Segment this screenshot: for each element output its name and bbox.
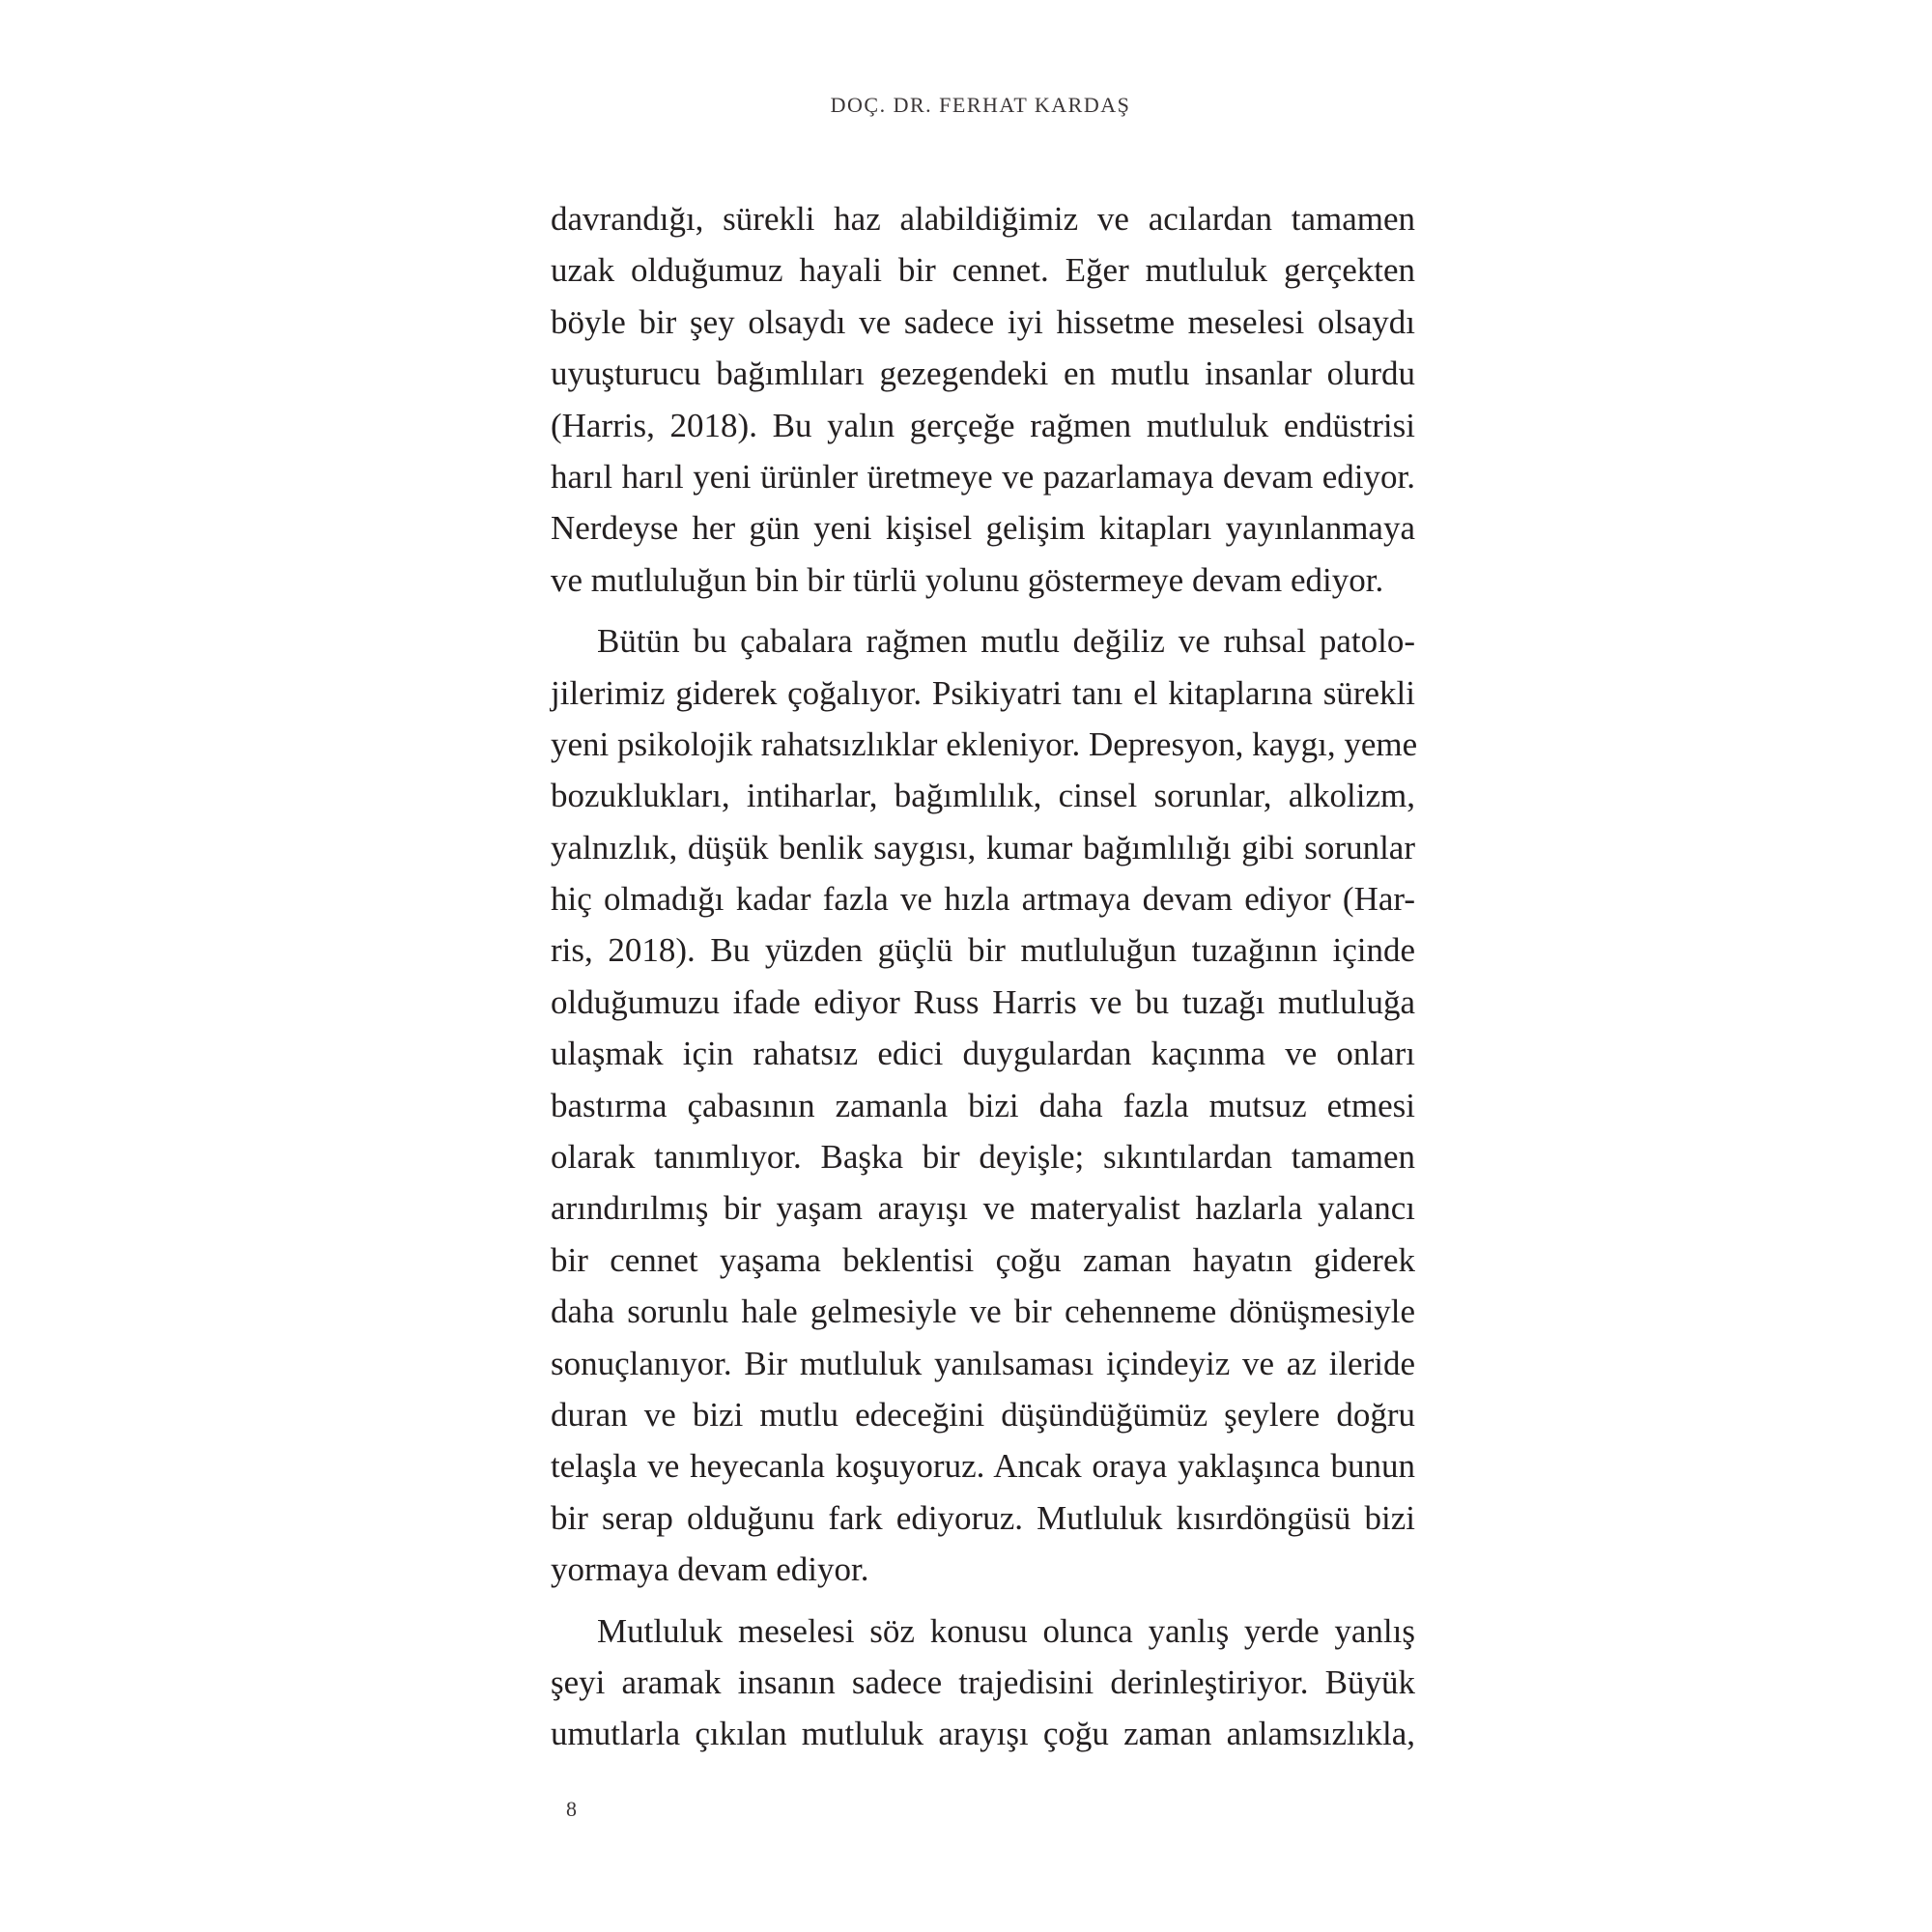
text-line: Nerdeyse her gün yeni kişisel gelişim kitapları yayınlanmaya [551, 509, 1415, 548]
text-line: uyuşturucu bağımlıları gezegendeki en mutlu insanlar olurdu [551, 355, 1415, 393]
text-line: harıl harıl yeni ürünler üretmeye ve pazarlamaya devam ediyor. [551, 457, 1415, 496]
text-line: Bütün bu çabalara rağmen mutlu değiliz ve ruhsal patolo- [597, 622, 1415, 661]
text-line: davrandığı, sürekli haz alabildiğimiz ve acılardan tamamen [551, 200, 1415, 238]
text-line: ulaşmak için rahatsız edici duygulardan kaçınma ve onları [551, 1035, 1415, 1073]
text-line: Mutluluk meselesi söz konusu olunca yanlış yerde yanlış [597, 1611, 1415, 1650]
text-line: bir serap olduğunu fark ediyoruz. Mutluluk kısırdöngüsü bizi [551, 1498, 1415, 1537]
text-line: arındırılmış bir yaşam arayışı ve materyalist hazlarla yalancı [551, 1189, 1415, 1228]
text-line: yalnızlık, düşük benlik saygısı, kumar bağımlılığı gibi sorunlar [551, 828, 1415, 867]
text-line: jilerimiz giderek çoğalıyor. Psikiyatri tanı el kitaplarına sürekli [551, 673, 1415, 712]
text-line: bozuklukları, intiharlar, bağımlılık, cinsel sorunlar, alkolizm, [551, 777, 1415, 815]
text-line: telaşla ve heyecanla koşuyoruz. Ancak oraya yaklaşınca bunun [551, 1447, 1415, 1486]
text-line: ve mutluluğun bin bir türlü yolunu göstermeye devam ediyor. [551, 560, 1384, 599]
text-line: olduğumuzu ifade ediyor Russ Harris ve bu tuzağı mutluluğa [551, 982, 1415, 1021]
text-line: hiç olmadığı kadar fazla ve hızla artmaya devam ediyor (Har- [551, 880, 1415, 919]
text-line: olarak tanımlıyor. Başka bir deyişle; sıkıntılardan tamamen [551, 1138, 1415, 1177]
page-number: 8 [566, 1797, 577, 1821]
text-line: şeyi aramak insanın sadece trajedisini derinleştiriyor. Büyük [551, 1662, 1415, 1701]
text-line: yormaya devam ediyor. [551, 1550, 869, 1589]
text-line: ris, 2018). Bu yüzden güçlü bir mutluluğun tuzağının içinde [551, 931, 1415, 970]
text-line: daha sorunlu hale gelmesiyle ve bir cehenneme dönüşmesiyle [551, 1293, 1415, 1331]
paragraph-gap [551, 1596, 1415, 1605]
body-text [551, 193, 1418, 1760]
paragraph [551, 1605, 1415, 1760]
text-line: bastırma çabasının zamanla bizi daha fazla mutsuz etmesi [551, 1086, 1415, 1124]
paragraph [551, 615, 1418, 1595]
text-line: uzak olduğumuz hayali bir cennet. Eğer mutluluk gerçekten [551, 251, 1415, 290]
paragraph [551, 193, 1415, 606]
text-line: duran ve bizi mutlu edeceğini düşündüğümüz şeylere doğru [551, 1395, 1415, 1434]
paragraph-gap [551, 606, 1415, 615]
text-line: umutlarla çıkılan mutluluk arayışı çoğu zaman anlamsızlıkla, [551, 1715, 1415, 1753]
running-head: DOÇ. DR. FERHAT KARDAŞ [830, 93, 1131, 117]
text-line: bir cennet yaşama beklentisi çoğu zaman hayatın giderek [551, 1240, 1415, 1279]
text-line: böyle bir şey olsaydı ve sadece iyi hissetme meselesi olsaydı [551, 302, 1415, 341]
text-line: sonuçlanıyor. Bir mutluluk yanılsaması içindeyiz ve az ileride [551, 1344, 1415, 1382]
text-line: (Harris, 2018). Bu yalın gerçeğe rağmen mutluluk endüstrisi [551, 406, 1415, 444]
text-line: yeni psikolojik rahatsızlıklar ekleniyor. Depresyon, kaygı, yeme [551, 724, 1418, 763]
